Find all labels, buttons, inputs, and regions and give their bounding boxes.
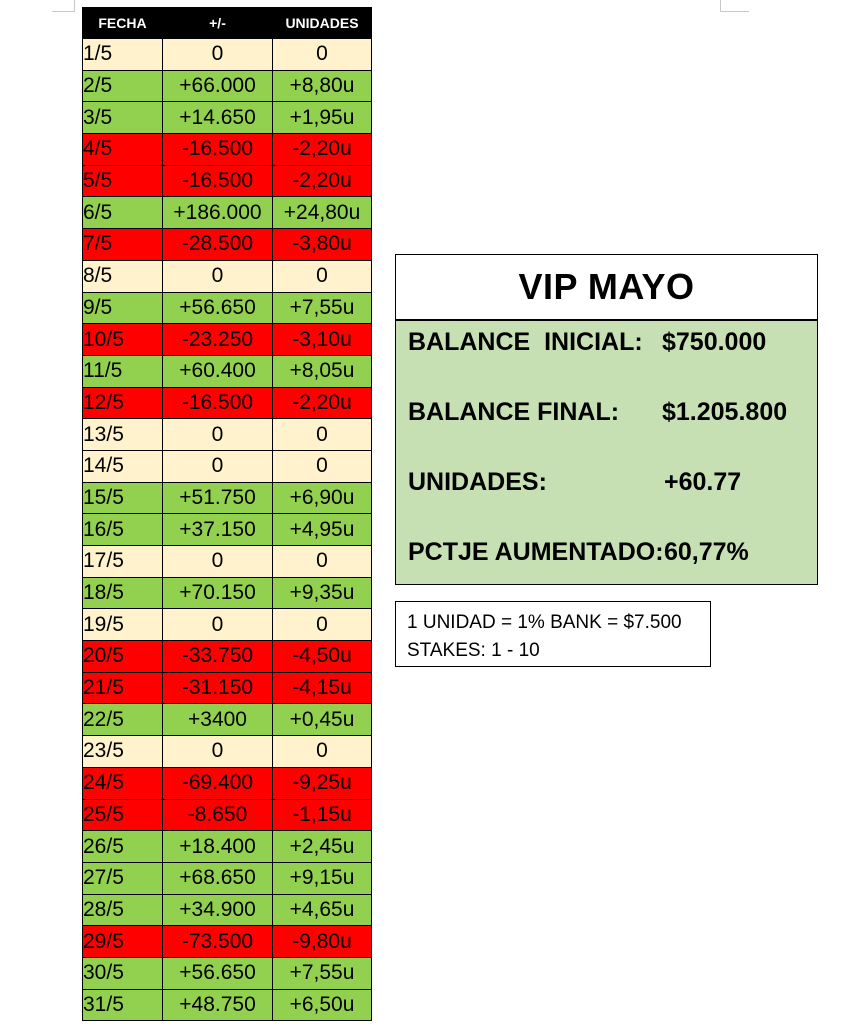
pct-label: PCTJE AUMENTADO:	[408, 538, 664, 566]
table-row	[83, 957, 372, 989]
amount-cell: +60.400	[163, 355, 273, 387]
units-cell: +1,95u	[273, 102, 372, 134]
date-cell: 3/5	[83, 102, 163, 134]
units-cell: +24,80u	[273, 197, 372, 229]
amount-cell: -16.500	[163, 134, 273, 166]
table-row	[83, 324, 372, 356]
summary-box	[395, 254, 818, 585]
date-cell: 4/5	[83, 134, 163, 166]
date-cell: 9/5	[83, 292, 163, 324]
date-cell: 8/5	[83, 260, 163, 292]
amount-cell: -31.150	[163, 672, 273, 704]
table-row	[83, 70, 372, 102]
units-cell: +2,45u	[273, 831, 372, 863]
date-cell: 26/5	[83, 831, 163, 863]
date-cell: 2/5	[83, 70, 163, 102]
amount-cell: -23.250	[163, 324, 273, 356]
units-cell: +6,90u	[273, 482, 372, 514]
amount-cell: +70.150	[163, 577, 273, 609]
date-cell: 21/5	[83, 672, 163, 704]
date-cell: 1/5	[83, 39, 163, 71]
amount-cell: 0	[163, 260, 273, 292]
units-cell: -9,25u	[273, 767, 372, 799]
table-row	[83, 799, 372, 831]
date-cell: 13/5	[83, 419, 163, 451]
amount-cell: +68.650	[163, 862, 273, 894]
date-cell: 16/5	[83, 514, 163, 546]
date-cell: 19/5	[83, 609, 163, 641]
table-row	[83, 229, 372, 261]
table-row	[83, 292, 372, 324]
units-cell: -4,15u	[273, 672, 372, 704]
units-cell: 0	[273, 609, 372, 641]
table-row	[83, 102, 372, 134]
date-cell: 10/5	[83, 324, 163, 356]
balance-initial-value: $750.000	[662, 328, 767, 356]
units-cell: 0	[273, 419, 372, 451]
daily-results-table	[82, 7, 372, 1021]
date-cell: 22/5	[83, 704, 163, 736]
table-row	[83, 609, 372, 641]
table-row	[83, 862, 372, 894]
amount-cell: +37.150	[163, 514, 273, 546]
balance-final-value: $1.205.800	[662, 398, 788, 426]
units-cell: -3,10u	[273, 324, 372, 356]
table-header-row	[83, 8, 372, 39]
units-cell: +4,95u	[273, 514, 372, 546]
date-cell: 6/5	[83, 197, 163, 229]
amount-cell: +66.000	[163, 70, 273, 102]
date-cell: 20/5	[83, 641, 163, 673]
units-cell: -1,15u	[273, 799, 372, 831]
units-cell: -2,20u	[273, 387, 372, 419]
units-label: UNIDADES:	[408, 468, 547, 496]
units-cell: +4,65u	[273, 894, 372, 926]
date-cell: 29/5	[83, 926, 163, 958]
units-cell: 0	[273, 260, 372, 292]
amount-cell: +18.400	[163, 831, 273, 863]
balance-initial-label: BALANCE INICIAL:	[408, 328, 643, 356]
units-cell: -4,50u	[273, 641, 372, 673]
units-cell: +7,55u	[273, 957, 372, 989]
table-row	[83, 387, 372, 419]
units-cell: +8,80u	[273, 70, 372, 102]
date-cell: 18/5	[83, 577, 163, 609]
units-cell: 0	[273, 546, 372, 578]
amount-cell: -33.750	[163, 641, 273, 673]
amount-cell: +34.900	[163, 894, 273, 926]
table-row	[83, 39, 372, 71]
table-row	[83, 482, 372, 514]
table-row	[83, 450, 372, 482]
table-row	[83, 260, 372, 292]
amount-cell: 0	[163, 736, 273, 768]
units-cell: +6,50u	[273, 989, 372, 1021]
units-cell: 0	[273, 39, 372, 71]
date-cell: 23/5	[83, 736, 163, 768]
amount-cell: +56.650	[163, 957, 273, 989]
units-cell: +8,05u	[273, 355, 372, 387]
amount-cell: -28.500	[163, 229, 273, 261]
units-cell: -3,80u	[273, 229, 372, 261]
date-cell: 15/5	[83, 482, 163, 514]
amount-cell: -16.500	[163, 165, 273, 197]
pct-row	[408, 538, 807, 572]
amount-cell: +14.650	[163, 102, 273, 134]
date-cell: 27/5	[83, 862, 163, 894]
units-cell: -9,80u	[273, 926, 372, 958]
balance-final-label: BALANCE FINAL:	[408, 398, 620, 426]
amount-cell: 0	[163, 419, 273, 451]
amount-cell: -8.650	[163, 799, 273, 831]
table-row	[83, 831, 372, 863]
page-corner-mark-left	[52, 0, 75, 12]
units-cell: +0,45u	[273, 704, 372, 736]
amount-cell: +48.750	[163, 989, 273, 1021]
header-unidades: UNIDADES	[273, 8, 372, 39]
date-cell: 5/5	[83, 165, 163, 197]
page-corner-mark-right	[720, 0, 749, 12]
date-cell: 30/5	[83, 957, 163, 989]
table-row	[83, 641, 372, 673]
amount-cell: -73.500	[163, 926, 273, 958]
table-row	[83, 704, 372, 736]
units-cell: 0	[273, 736, 372, 768]
date-cell: 7/5	[83, 229, 163, 261]
balance-final-row	[408, 398, 807, 432]
date-cell: 11/5	[83, 355, 163, 387]
date-cell: 31/5	[83, 989, 163, 1021]
amount-cell: +56.650	[163, 292, 273, 324]
header-amount: +/-	[163, 8, 273, 39]
amount-cell: 0	[163, 450, 273, 482]
table-row	[83, 736, 372, 768]
table-row	[83, 514, 372, 546]
table-row	[83, 134, 372, 166]
units-cell: +9,15u	[273, 862, 372, 894]
date-cell: 17/5	[83, 546, 163, 578]
units-value: +60.77	[664, 468, 742, 496]
note-line-2: STAKES: 1 - 10	[407, 640, 540, 661]
table-row	[83, 767, 372, 799]
table-row	[83, 577, 372, 609]
units-cell: -2,20u	[273, 165, 372, 197]
stake-note-box	[395, 601, 711, 667]
amount-cell: +3400	[163, 704, 273, 736]
summary-title: VIP MAYO	[396, 255, 817, 321]
table-row	[83, 165, 372, 197]
amount-cell: +51.750	[163, 482, 273, 514]
date-cell: 12/5	[83, 387, 163, 419]
units-cell: +7,55u	[273, 292, 372, 324]
pct-value: 60,77%	[664, 538, 749, 566]
date-cell: 14/5	[83, 450, 163, 482]
amount-cell: 0	[163, 609, 273, 641]
date-cell: 24/5	[83, 767, 163, 799]
amount-cell: 0	[163, 546, 273, 578]
table-body	[83, 39, 372, 1021]
table-row	[83, 546, 372, 578]
amount-cell: -16.500	[163, 387, 273, 419]
header-fecha: FECHA	[83, 8, 163, 39]
date-cell: 28/5	[83, 894, 163, 926]
note-line-1: 1 UNIDAD = 1% BANK = $7.500	[407, 612, 682, 633]
table-row	[83, 894, 372, 926]
units-cell: +9,35u	[273, 577, 372, 609]
table-row	[83, 419, 372, 451]
amount-cell: -69.400	[163, 767, 273, 799]
date-cell: 25/5	[83, 799, 163, 831]
table-row	[83, 197, 372, 229]
amount-cell: +186.000	[163, 197, 273, 229]
balance-initial-row	[408, 328, 807, 362]
units-row	[408, 468, 807, 502]
table-row	[83, 989, 372, 1021]
table-row	[83, 672, 372, 704]
units-cell: -2,20u	[273, 134, 372, 166]
table-row	[83, 926, 372, 958]
amount-cell: 0	[163, 39, 273, 71]
table-row	[83, 355, 372, 387]
units-cell: 0	[273, 450, 372, 482]
